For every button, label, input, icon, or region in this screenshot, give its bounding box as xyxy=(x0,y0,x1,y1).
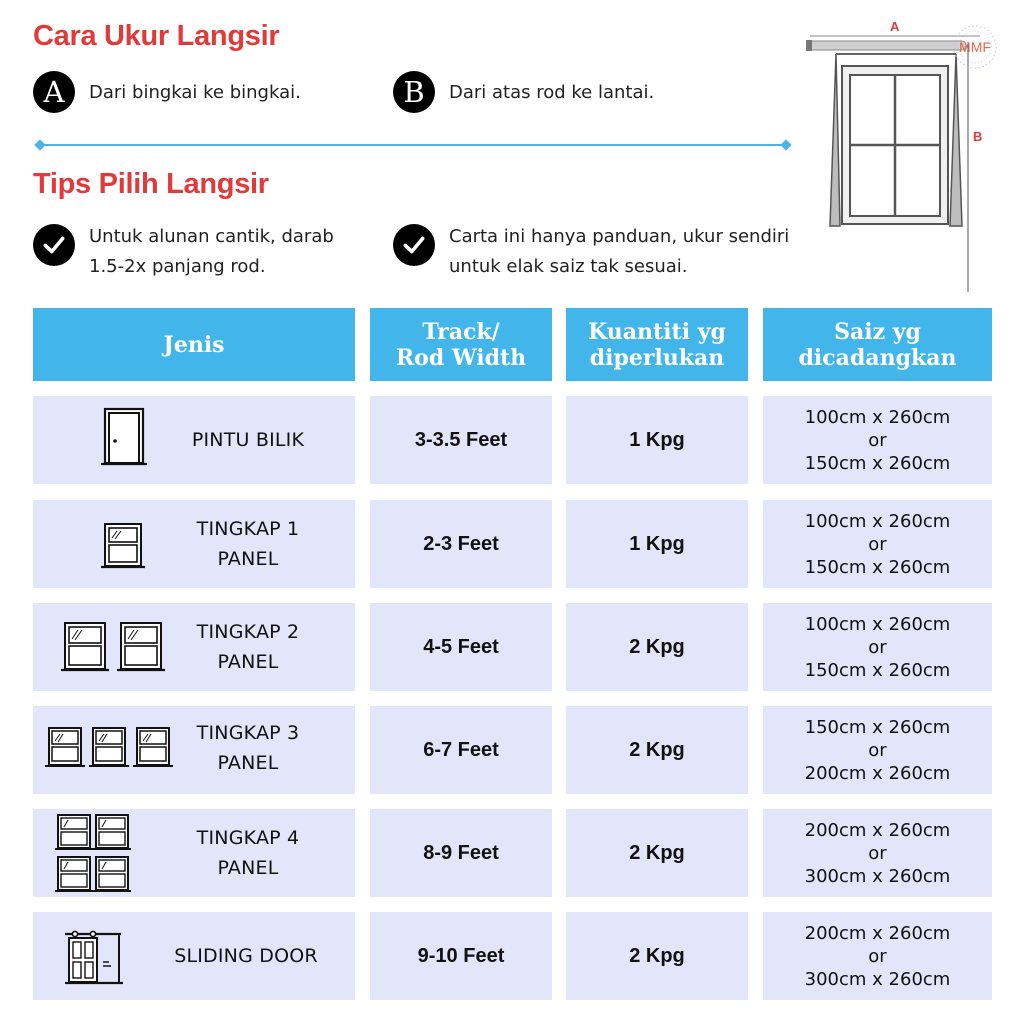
diagram-label-b: B xyxy=(973,129,983,144)
row-qty-value: 1 Kpg xyxy=(566,396,748,484)
header-size-line-2: dicadangkan xyxy=(798,344,957,371)
header-type: Jenis xyxy=(33,308,355,381)
tip-2-line-2: untuk elak saiz tak sesuai. xyxy=(449,256,688,277)
header-qty-line-1: Kuantiti yg xyxy=(588,318,726,345)
row-size-value xyxy=(763,809,992,897)
check-icon xyxy=(33,224,75,266)
header-qty-line-2: diperlukan xyxy=(589,344,725,371)
header-width-line-1: Track/ xyxy=(422,318,500,345)
row-type-label: SLIDING DOOR xyxy=(174,945,318,967)
brand-watermark xyxy=(950,22,1000,72)
row-qty-value: 1 Kpg xyxy=(566,500,748,588)
table-row xyxy=(33,603,355,691)
row-width-value: 3-3.5 Feet xyxy=(370,396,552,484)
row-qty-value: 2 Kpg xyxy=(566,603,748,691)
table-row xyxy=(33,706,355,794)
header-width xyxy=(370,308,552,381)
row-qty-value: 2 Kpg xyxy=(566,706,748,794)
sliding-door-icon xyxy=(63,929,125,987)
header-size-line-1: Saiz yg xyxy=(834,318,921,345)
row-type-label: PINTU BILIK xyxy=(191,429,305,451)
size-or: or xyxy=(868,533,887,555)
size-option-2: 300cm x 260cm xyxy=(804,968,951,990)
measure-a-text: Dari bingkai ke bingkai. xyxy=(89,82,301,103)
row-type-label xyxy=(163,514,333,574)
row-width-value: 6-7 Feet xyxy=(370,706,552,794)
tip-1-line-1: Untuk alunan cantik, darab xyxy=(89,226,334,247)
tip-1-line-2: 1.5-2x panjang rod. xyxy=(89,256,266,277)
row-type-label xyxy=(163,718,333,778)
size-or: or xyxy=(868,636,887,658)
window-3-icon xyxy=(45,725,175,771)
row-type-line-2: PANEL xyxy=(217,548,279,570)
header-width-line-2: Rod Width xyxy=(395,344,527,371)
row-size-value xyxy=(763,912,992,1000)
header-size xyxy=(763,308,992,381)
row-width-value: 9-10 Feet xyxy=(370,912,552,1000)
row-size-value xyxy=(763,396,992,484)
diagram-label-a: A xyxy=(890,19,900,34)
size-option-1: 100cm x 260cm xyxy=(804,510,951,532)
row-type-line-2: PANEL xyxy=(217,752,279,774)
size-or: or xyxy=(868,842,887,864)
size-option-2: 150cm x 260cm xyxy=(804,659,951,681)
table-row xyxy=(33,809,355,897)
row-size-value xyxy=(763,500,992,588)
size-option-2: 150cm x 260cm xyxy=(804,452,951,474)
table-row xyxy=(33,396,355,484)
measure-b-text: Dari atas rod ke lantai. xyxy=(449,82,655,103)
row-width-value: 8-9 Feet xyxy=(370,809,552,897)
header-quantity xyxy=(566,308,748,381)
size-or: or xyxy=(868,739,887,761)
row-type-line-1: TINGKAP 4 xyxy=(196,827,300,849)
size-option-1: 200cm x 260cm xyxy=(804,922,951,944)
size-option-1: 200cm x 260cm xyxy=(804,819,951,841)
row-qty-value: 2 Kpg xyxy=(566,912,748,1000)
row-type-line-1: TINGKAP 3 xyxy=(196,722,300,744)
badge-a: A xyxy=(33,71,75,113)
row-type-line-2: PANEL xyxy=(217,651,279,673)
table-row xyxy=(33,912,355,1000)
size-option-2: 150cm x 260cm xyxy=(804,556,951,578)
tips-title: Tips Pilih Langsir xyxy=(33,168,269,200)
row-type-line-2: PANEL xyxy=(217,857,279,879)
watermark-text: MMF xyxy=(959,39,991,55)
window-1-icon xyxy=(101,520,147,572)
check-icon xyxy=(393,224,435,266)
window-2-icon xyxy=(61,619,167,675)
row-size-value xyxy=(763,706,992,794)
table-row xyxy=(33,500,355,588)
badge-b: B xyxy=(393,71,435,113)
row-width-value: 2-3 Feet xyxy=(370,500,552,588)
row-type-label xyxy=(163,617,333,677)
size-option-2: 300cm x 260cm xyxy=(804,865,951,887)
row-size-value xyxy=(763,603,992,691)
row-type-line-1: TINGKAP 2 xyxy=(196,621,300,643)
size-option-1: 100cm x 260cm xyxy=(804,406,951,428)
size-or: or xyxy=(868,945,887,967)
size-option-1: 100cm x 260cm xyxy=(804,613,951,635)
size-or: or xyxy=(868,429,887,451)
row-qty-value: 2 Kpg xyxy=(566,809,748,897)
door-icon xyxy=(101,407,149,467)
tip-2 xyxy=(449,222,789,282)
row-type-label xyxy=(163,823,333,883)
section-divider xyxy=(40,144,786,146)
size-option-1: 150cm x 260cm xyxy=(804,716,951,738)
row-width-value: 4-5 Feet xyxy=(370,603,552,691)
measure-title: Cara Ukur Langsir xyxy=(33,20,280,52)
tip-2-line-1: Carta ini hanya panduan, ukur sendiri xyxy=(449,226,790,247)
size-option-2: 200cm x 260cm xyxy=(804,762,951,784)
row-type-line-1: TINGKAP 1 xyxy=(196,518,300,540)
window-4-icon xyxy=(55,813,131,895)
tip-1 xyxy=(89,222,334,282)
